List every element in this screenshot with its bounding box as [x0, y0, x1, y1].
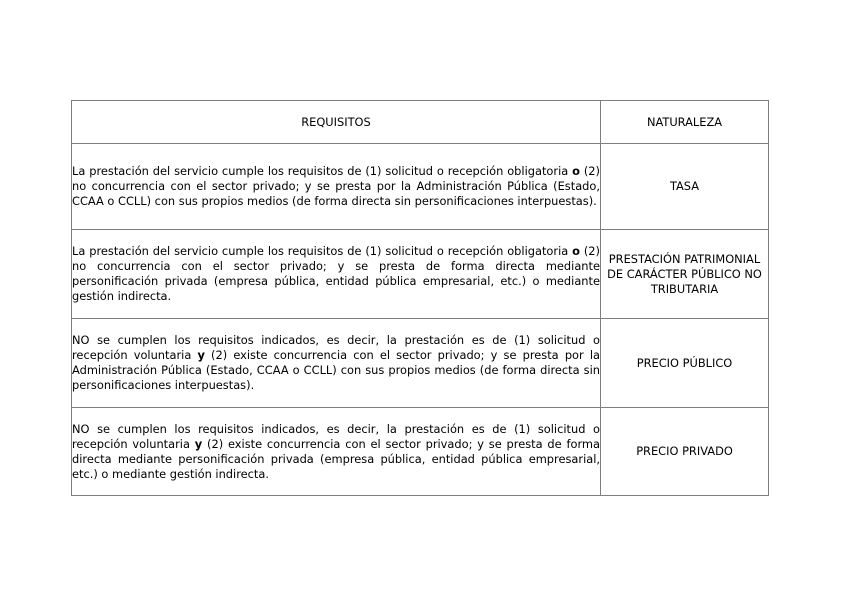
table-row	[72, 408, 769, 496]
requisitos-cell	[72, 319, 601, 408]
requisitos-conjunction: y	[197, 348, 205, 362]
requisitos-text: La prestación del servicio cumple los requisitos de (1) solicitud o recepción obligatoria	[72, 164, 573, 178]
requisitos-naturaleza-table	[71, 100, 769, 496]
header-requisitos: REQUISITOS	[72, 101, 601, 144]
table-row	[72, 144, 769, 230]
requisitos-text: (2) existe concurrencia con el sector privado; y se presta de forma directa mediante personificación privada (empresa pública, entidad pública empresarial, etc.) o mediante gestión indirecta.	[72, 436, 601, 481]
naturaleza-cell: PRECIO PRIVADO	[601, 408, 769, 496]
requisitos-text: NO se cumplen los requisitos indicados, es decir, la prestación es de (1) solicitud o recepción voluntaria	[72, 421, 600, 451]
naturaleza-cell: PRECIO PÚBLICO	[601, 319, 769, 408]
table-header-row	[72, 101, 769, 144]
requisitos-cell	[72, 144, 601, 230]
requisitos-text: (2) existe concurrencia con el sector privado; y se presta por la Administración Pública (Estado, CCAA o CCLL) con sus propios medios (de forma directa sin personificaciones interpuestas).	[72, 348, 600, 392]
naturaleza-cell: TASA	[601, 144, 769, 230]
table-row	[72, 319, 769, 408]
requisitos-text: (2) no concurrencia con el sector privado; y se presta por la Administración Pública (Estado, CCAA o CCLL) con sus propios medios (de forma directa sin personificaciones interpuestas).	[72, 164, 600, 208]
table-row	[72, 230, 769, 319]
requisitos-text: NO se cumplen los requisitos indicados, es decir, la prestación es de (1) solicitud o recepción voluntaria	[72, 333, 600, 362]
header-naturaleza: NATURALEZA	[601, 101, 769, 144]
requisitos-text: La prestación del servicio cumple los requisitos de (1) solicitud o recepción obligatoria	[72, 244, 573, 258]
requisitos-conjunction: o	[572, 164, 580, 178]
requisitos-cell	[72, 408, 601, 496]
requisitos-conjunction: y	[194, 436, 203, 451]
requisitos-conjunction: o	[572, 244, 580, 258]
requisitos-text: (2) no concurrencia con el sector privado; y se presta de forma directa mediante personificación privada (empresa pública, entidad pública empresarial, etc.) o mediante gestión indirecta.	[72, 244, 600, 303]
naturaleza-cell: PRESTACIÓN PATRIMONIAL DE CARÁCTER PÚBLICO NO TRIBUTARIA	[601, 230, 769, 319]
requisitos-cell	[72, 230, 601, 319]
